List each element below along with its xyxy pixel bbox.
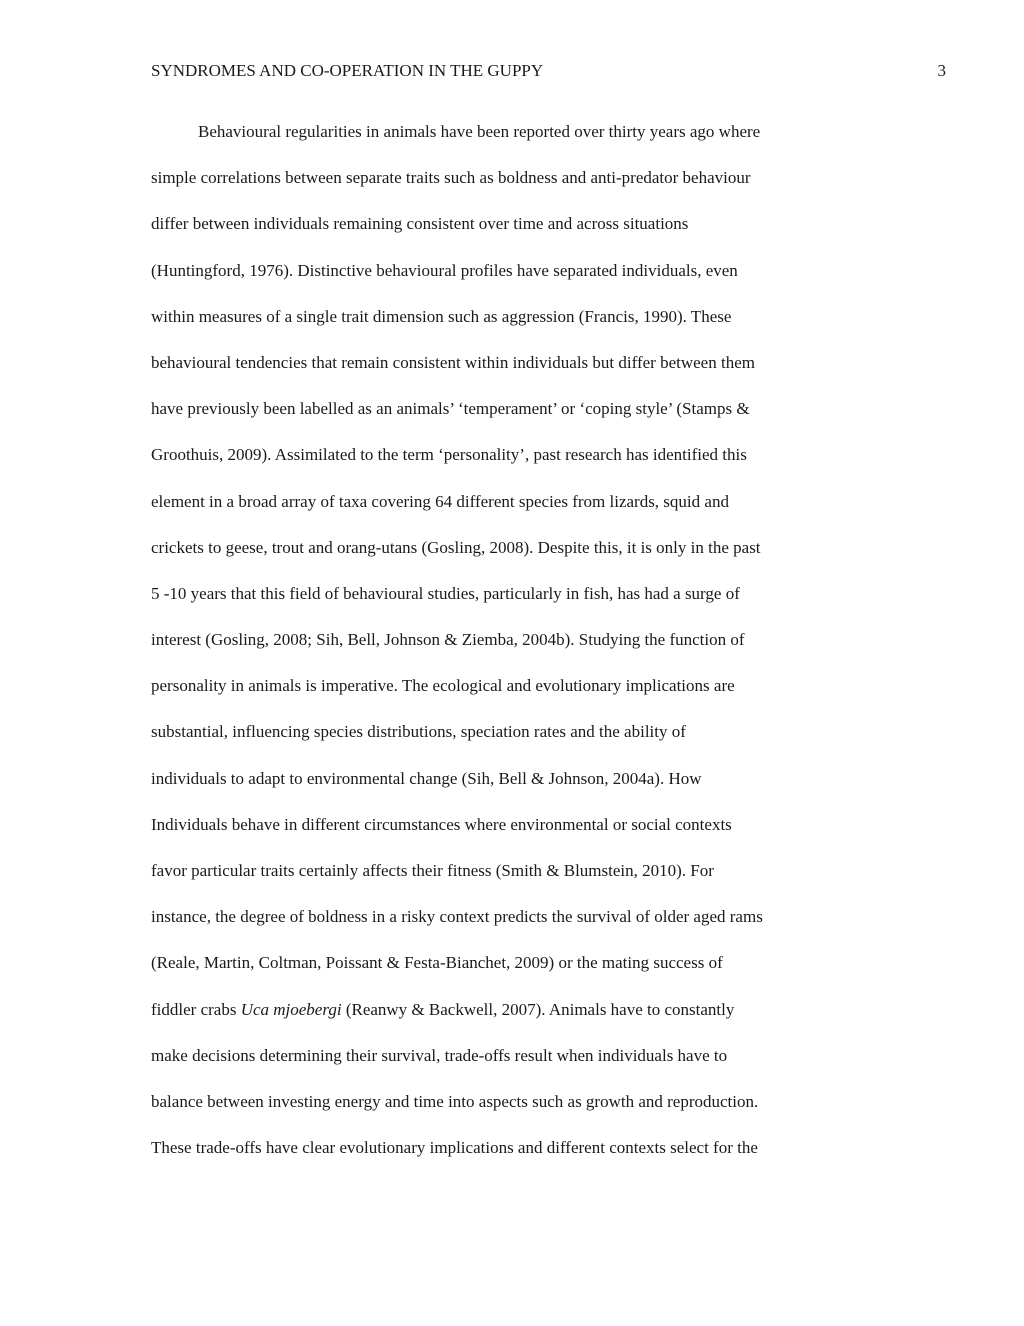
text-line: balance between investing energy and time into aspects such as growth and reproduction. xyxy=(151,1091,759,1111)
text-line: individuals to adapt to environmental change (Sih, Bell & Johnson, 2004a). How xyxy=(151,768,702,788)
body-text xyxy=(151,119,891,1181)
text-line: crickets to geese, trout and orang-utans (Gosling, 2008). Despite this, it is only in the past xyxy=(151,537,761,557)
text-line: Groothuis, 2009). Assimilated to the term ‘personality’, past research has identified this xyxy=(151,445,747,465)
text-line: make decisions determining their survival, trade-offs result when individuals have to xyxy=(151,1045,728,1065)
text-segment: fiddler crabs xyxy=(151,999,241,1019)
text-line: Individuals behave in different circumstances where environmental or social contexts xyxy=(151,814,732,834)
text-line: These trade-offs have clear evolutionary implications and different contexts select for the xyxy=(151,1138,758,1158)
text-line: 5 -10 years that this field of behavioural studies, particularly in fish, has had a surge of xyxy=(151,583,740,603)
text-line: favor particular traits certainly affects their fitness (Smith & Blumstein, 2010). For xyxy=(151,861,714,880)
text-line: Behavioural regularities in animals have been reported over thirty years ago where xyxy=(198,122,761,141)
text-line: interest (Gosling, 2008; Sih, Bell, Johnson & Ziemba, 2004b). Studying the function of xyxy=(151,630,745,650)
text-line: (Huntingford, 1976). Distinctive behavioural profiles have separated individuals, even xyxy=(151,260,738,280)
text-line: differ between individuals remaining consistent over time and across situations xyxy=(151,214,689,234)
text-line: behavioural tendencies that remain consistent within individuals but differ between them xyxy=(151,352,755,372)
text-line: substantial, influencing species distributions, speciation rates and the ability of xyxy=(151,722,686,742)
text-line: simple correlations between separate traits such as boldness and anti-predator behaviour xyxy=(151,168,751,188)
text-line: instance, the degree of boldness in a risky context predicts the survival of older aged rams xyxy=(151,907,763,927)
text-line: element in a broad array of taxa covering 64 different species from lizards, squid and xyxy=(151,491,729,511)
text-line: (Reale, Martin, Coltman, Poissant & Festa-Bianchet, 2009) or the mating success of xyxy=(151,953,723,973)
text-segment: (Reanwy & Backwell, 2007). Animals have to constantly xyxy=(341,999,735,1019)
species-name-italic: Uca mjoebergi xyxy=(240,999,342,1019)
text-line: personality in animals is imperative. The ecological and evolutionary implications are xyxy=(151,676,735,696)
text-line xyxy=(151,997,891,1043)
text-line: have previously been labelled as an animals’ ‘temperament’ or ‘coping style’ (Stamps & xyxy=(151,399,750,419)
text-line: within measures of a single trait dimension such as aggression (Francis, 1990). These xyxy=(151,306,732,326)
running-head: SYNDROMES AND CO-OPERATION IN THE GUPPY xyxy=(151,61,544,80)
page-number: 3 xyxy=(937,61,946,80)
